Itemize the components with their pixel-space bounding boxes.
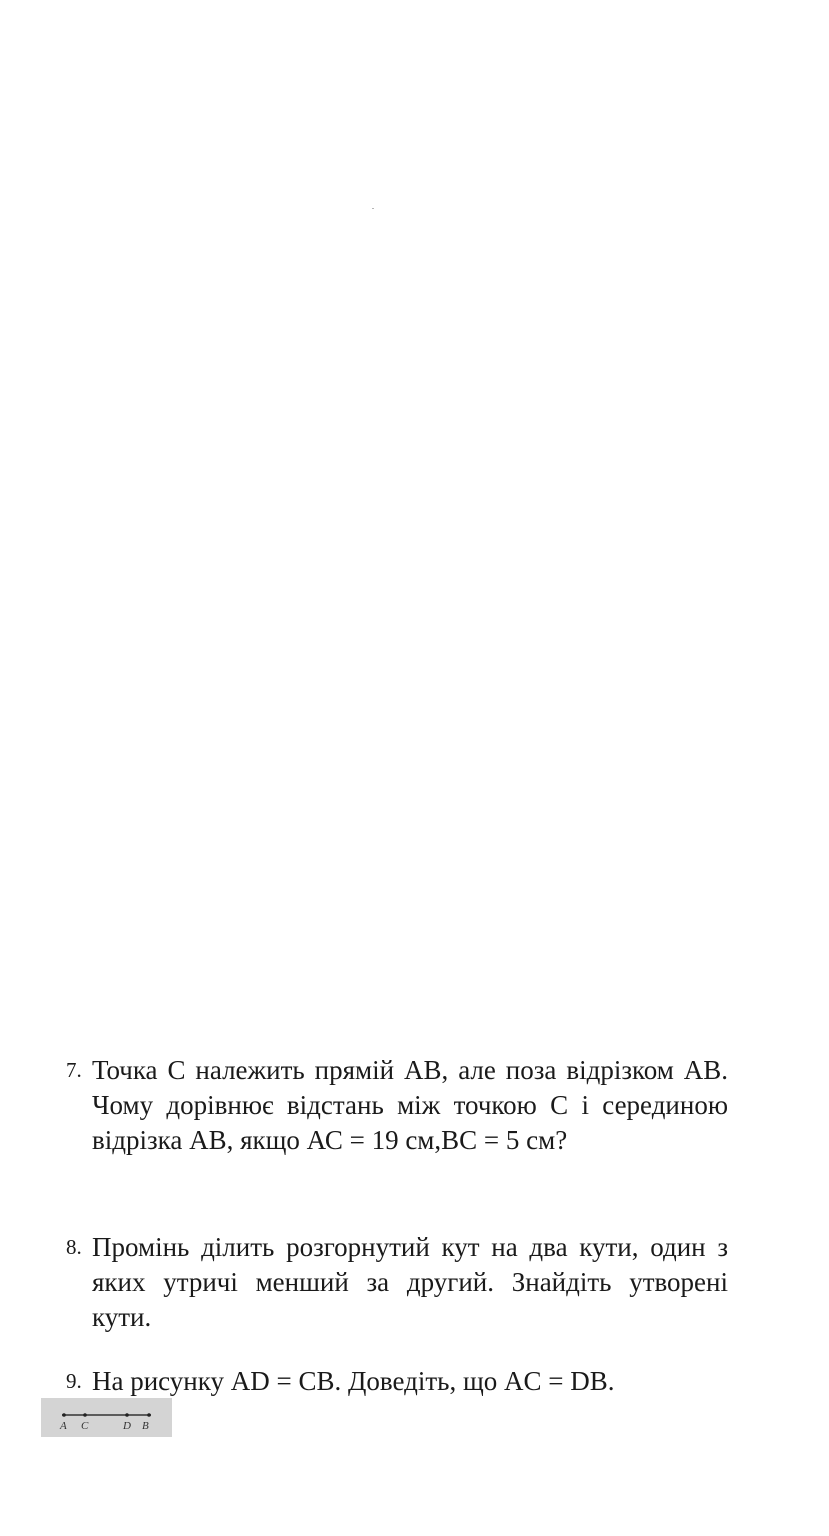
problem-8 xyxy=(66,1230,728,1335)
point-c-label: C xyxy=(81,1420,89,1432)
problem-text: Промінь ділить розгорнутий кут на два кути, один з яких утричі менший за другий. Знайдіть утворені кути. xyxy=(92,1232,728,1332)
segment-diagram xyxy=(41,1398,172,1437)
point-a-label: A xyxy=(60,1420,67,1432)
problem-number: 9. xyxy=(66,1369,82,1393)
problem-7 xyxy=(66,1053,728,1158)
problem-number: 8. xyxy=(66,1235,82,1259)
point-a-dot xyxy=(62,1413,66,1417)
problem-text: На рисунку AD = CB. Доведіть, що AC = DB. xyxy=(92,1366,615,1396)
point-b-label: B xyxy=(142,1420,149,1432)
problem-9 xyxy=(66,1364,766,1399)
point-d-dot xyxy=(125,1413,129,1417)
problem-number: 7. xyxy=(66,1058,82,1082)
point-c-dot xyxy=(83,1413,87,1417)
scan-speck xyxy=(372,208,374,209)
problem-text: Точка С належить прямій АВ, але поза відрізком АВ. Чому дорівнює відстань між точкою С і серединою відрізка АВ, якщо АС = 19 см,ВС = 5 см? xyxy=(92,1055,728,1155)
point-d-label: D xyxy=(123,1420,131,1432)
point-b-dot xyxy=(147,1413,151,1417)
segment-figure xyxy=(41,1398,172,1437)
